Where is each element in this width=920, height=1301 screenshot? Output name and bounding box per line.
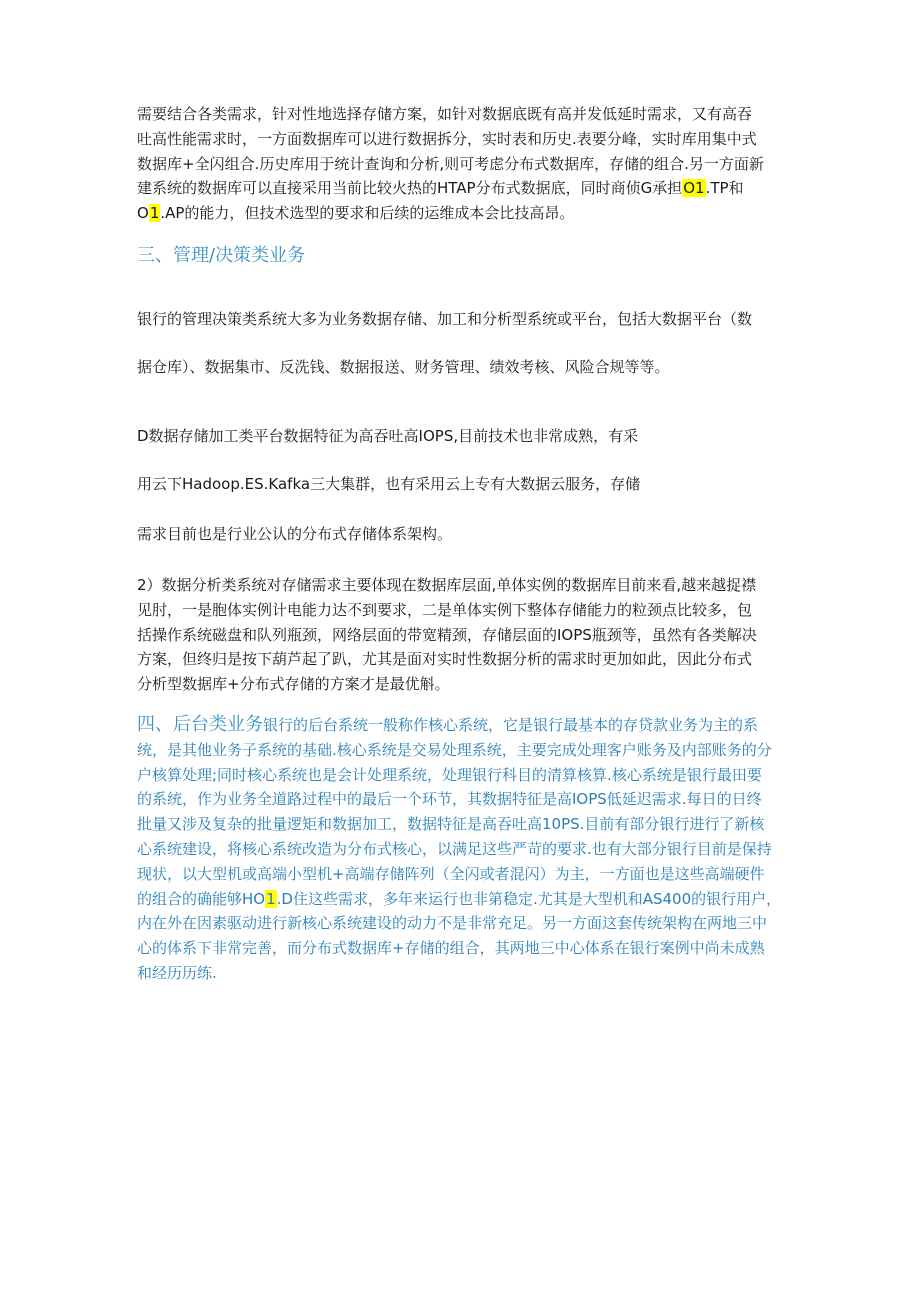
text-line xyxy=(137,176,787,201)
paragraph-management-line2: 据仓库）、数据集市、反洗钱、数据报送、财务管理、绩效考核、风险合规等等。 xyxy=(137,358,670,376)
paragraph-data-platform-line3: 需求目前也是行业公认的分布式存储体系架构。 xyxy=(137,525,453,543)
text-line: 的系统，作为业务全道路过程中的最后一个环节，其数据特征是高IOPS低延迟需求.每日的日终 xyxy=(137,790,762,809)
text-line: 户核算处理;同时核心系统也是会计处理系统，处理银行科目的清算核算.核心系统是银行最田要 xyxy=(137,765,762,784)
text-segment: 银行的后台系统一般称作核心系统，它是银行最基本的存贷款业务为主的系 xyxy=(263,716,759,734)
paragraph-data-platform-line2: 用云下Hadoop.ES.Kafka三大集群，也有采用云上专有大数据云服务，存储 xyxy=(137,475,641,493)
highlighted-text: 1 xyxy=(149,204,160,223)
text-segment: 建系统的数据库可以直接采用当前比较火热的HTAP分布式数据底，同时商侦G承担 xyxy=(137,179,683,198)
paragraph-storage-plan xyxy=(137,102,787,226)
text-line: 内在外在因素驱动进行新核心系统建设的动力不是非常充足。另一方面这套传统架构在两地三中 xyxy=(137,914,768,933)
text-line: 括操作系统磁盘和队列瓶颈，网络层面的带宽精颈，存储层面的IOPS瓶颈等，虽然有各类解决 xyxy=(137,625,757,644)
text-line: 吐高性能需求时，一方面数据库可以进行数据拆分，实时表和历史.表要分峰，实时库用集中式 xyxy=(137,129,757,148)
text-segment: .TP和 xyxy=(705,179,744,198)
text-line xyxy=(137,887,787,912)
text-segment: .AP的能力，但技术选型的要求和后续的运维成本会比技高昂。 xyxy=(160,204,575,223)
text-line: 和经历历练. xyxy=(137,963,217,982)
text-line: 见肘，一是胞体实例计电能力达不到要求，二是单体实例下整体存储能力的粒颈点比较多，包 xyxy=(137,600,753,619)
paragraph-data-platform-line1: D数据存储加工类平台数据特征为高吞吐高IOPS,目前技术也非常成熟，有采 xyxy=(137,427,639,445)
highlighted-text: O1 xyxy=(683,179,705,198)
text-segment: .D住这些需求，多年来运行也非第稳定.尤其是大型机和AS400的银行用户， xyxy=(276,889,782,908)
paragraph-management-line1: 银行的管理决策类系统大多为业务数据存储、加工和分析型系统或平台，包括大数据平台（数 xyxy=(137,310,753,328)
text-line: 方案，但终归是按下葫芦起了趴，尤其是面对实时性数据分析的需求时更加如此，因此分布式 xyxy=(137,650,753,669)
text-line: 分析型数据库+分布式存储的方案才是最优斛。 xyxy=(137,675,450,694)
text-line: 需要结合各类需求，针对性地选择存储方案，如针对数据底既有高并发低延时需求，又有高吞 xyxy=(137,105,753,123)
text-line: 批量又涉及复杂的批量逻矩和数据加工，数据特征是高吞吐高10PS.目前有部分银行进行了新核 xyxy=(137,815,765,834)
text-segment: O xyxy=(137,204,149,223)
text-line: 心系统建设，将核心系统改造为分布式核心，以满足这些严苛的要求.也有大部分银行目前是保持 xyxy=(137,839,772,858)
highlighted-text: 1 xyxy=(266,889,276,908)
section-heading-backoffice: 四、后台类业务 xyxy=(137,714,263,735)
paragraph-backoffice xyxy=(137,713,787,986)
text-line xyxy=(137,713,787,738)
text-line xyxy=(137,201,787,226)
text-line: 统，是其他业务子系统的基础.核心系统是交易处理系统，主要完成处理客户账务及内部账务的分 xyxy=(137,740,772,759)
section-heading-management: 三、管理/决策类业务 xyxy=(137,245,306,266)
paragraph-data-analysis xyxy=(137,573,787,697)
text-segment: 的组合的确能够HO xyxy=(137,889,266,908)
text-line: 数据库+全闪组合.历史库用于统计查询和分析,则可考虑分布式数据库，存储的组合.另一方面新 xyxy=(137,154,764,173)
text-line: 心的体系下非常完善，而分布式数据库+存储的组合，其两地三中心体系在银行案例中尚未成熟 xyxy=(137,939,765,958)
text-line: 2）数据分析类系统对存储需求主要体现在数据库层面,单体实例的数据库目前来看,越来越捉襟 xyxy=(137,576,757,594)
text-line: 现状，以大型机或高端小型机+高端存储阵列（全闪或者混闪）为主，一方面也是这些高端硬件 xyxy=(137,864,765,883)
